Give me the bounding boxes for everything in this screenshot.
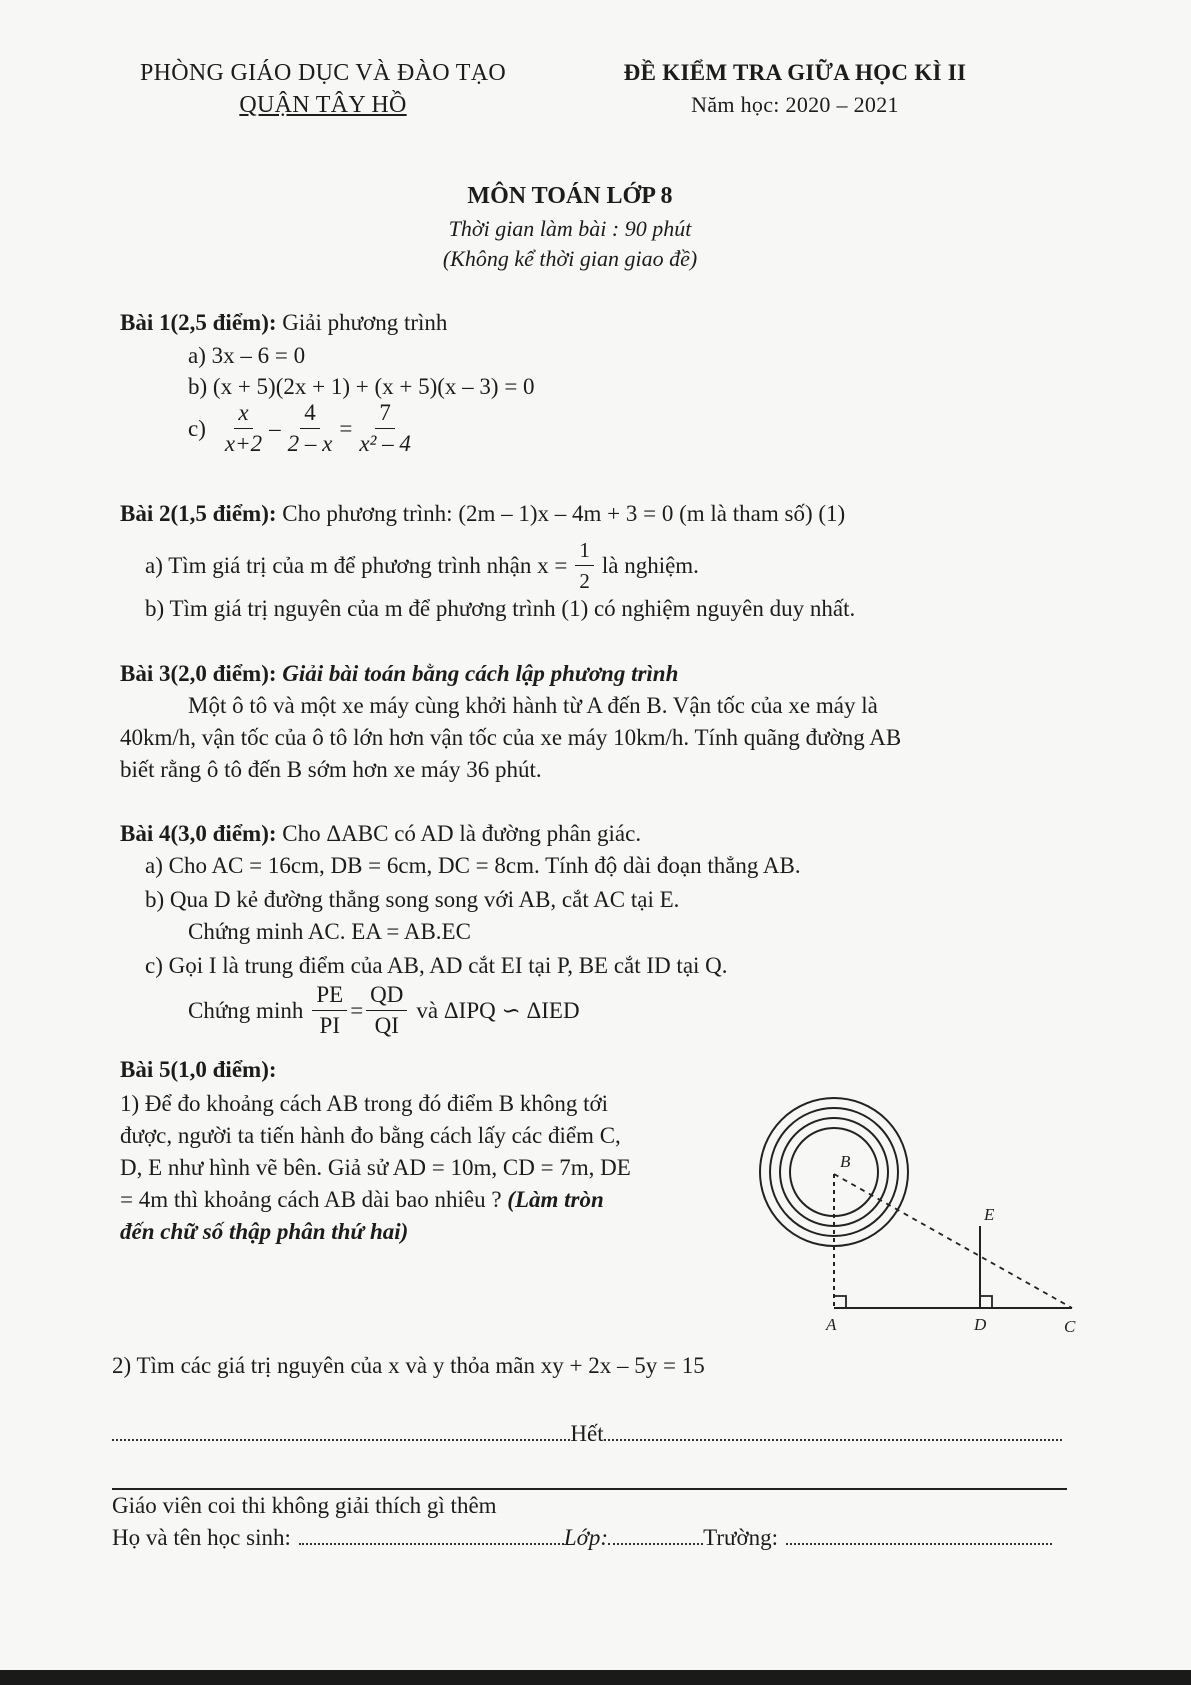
label-c: C xyxy=(1064,1317,1076,1336)
fraction-denominator: PI xyxy=(319,1013,340,1038)
end-line xyxy=(112,1418,1062,1450)
bai5-label: Bài 5(1,0 điểm): xyxy=(120,1057,277,1082)
bai1-c-fraction-2 xyxy=(284,400,337,457)
bai4-b-line-2: Chứng minh AC. EA = AB.EC xyxy=(188,919,471,944)
bai5-p1-line-4 xyxy=(120,1184,604,1216)
fraction-numerator: 4 xyxy=(300,400,320,429)
minus-sign: – xyxy=(269,415,281,441)
fraction-numerator: 7 xyxy=(375,400,395,429)
bai4-label: Bài 4(3,0 điểm): xyxy=(120,821,277,846)
bai5-p1-question: = 4m thì khoảng cách AB dài bao nhiêu ? xyxy=(120,1187,508,1212)
district-name: QUẬN TÂY HỒ xyxy=(239,92,407,118)
bai4-prompt: Cho ΔABC có AD là đường phân giác. xyxy=(282,821,642,846)
bai2-a-text: a) Tìm giá trị của m để phương trình nhận x = xyxy=(145,552,568,578)
bai5-p1-line-5: đến chữ số thập phân thứ hai) xyxy=(120,1219,409,1244)
school-label: Trường: xyxy=(703,1525,779,1550)
innermost-circle xyxy=(790,1128,878,1216)
equals-sign: = xyxy=(350,997,364,1023)
bai4-c-fraction-2 xyxy=(366,982,407,1039)
fraction-numerator: x xyxy=(234,400,252,429)
bai1-c-fraction-1 xyxy=(221,400,266,457)
bai2-label: Bài 2(1,5 điểm): xyxy=(120,501,277,526)
bai2-prompt: Cho phương trình: (2m – 1)x – 4m + 3 = 0 (m là tham số) (1) xyxy=(282,501,846,526)
student-info-line xyxy=(112,1522,1052,1554)
class-label: Lớp: xyxy=(563,1525,609,1550)
bai4-c-prove-text: Chứng minh xyxy=(188,997,304,1023)
fraction-denominator: QI xyxy=(374,1013,399,1038)
bai5-p2: 2) Tìm các giá trị nguyên của x và y thỏa mãn xy + 2x – 5y = 15 xyxy=(112,1353,705,1378)
bai4-c-similar-text: và ΔIPQ ∽ ΔIED xyxy=(416,997,580,1023)
subject-title: MÔN TOÁN LỚP 8 xyxy=(467,183,673,209)
fraction-denominator: 2 xyxy=(579,569,590,593)
bai3-heading xyxy=(120,658,678,690)
department-name: PHÒNG GIÁO DỤC VÀ ĐÀO TẠO xyxy=(140,60,506,86)
bai1-a: a) 3x – 6 = 0 xyxy=(188,343,306,368)
geometry-figure xyxy=(740,1090,1080,1350)
duration-note: (Không kể thời gian giao đề) xyxy=(442,246,698,271)
fraction-denominator: 2 – x xyxy=(287,431,333,456)
bai3-line-3: biết rằng ô tô đến B sớm hơn xe máy 36 phút. xyxy=(120,757,542,782)
bai4-a: a) Cho AC = 16cm, DB = 6cm, DC = 8cm. Tính độ dài đoạn thẳng AB. xyxy=(145,853,801,878)
dotted-line xyxy=(112,1419,570,1441)
fraction-numerator: PE xyxy=(312,982,347,1011)
school-year: Năm học: 2020 – 2021 xyxy=(691,92,899,117)
bai4-b-line-1: b) Qua D kẻ đường thẳng song song với AB, cắt AC tại E. xyxy=(145,887,680,912)
fraction-numerator: 1 xyxy=(575,537,594,566)
bai1-c-fraction-3 xyxy=(355,400,415,457)
bai2-a-end: là nghiệm. xyxy=(601,552,699,578)
dotted-line xyxy=(604,1419,1062,1441)
fraction-numerator: QD xyxy=(366,982,407,1011)
exam-title: ĐỀ KIỂM TRA GIỮA HỌC KÌ II xyxy=(623,60,967,85)
bai1-heading xyxy=(120,307,447,339)
bai4-c-line-1: c) Gọi I là trung điểm của AB, AD cắt EI tại P, BE cắt ID tại Q. xyxy=(145,953,728,978)
fraction-denominator: x+2 xyxy=(224,431,263,456)
bai1-c xyxy=(188,400,418,457)
bai3-prompt: Giải bài toán bằng cách lập phương trình xyxy=(282,661,679,686)
scan-edge-bar xyxy=(0,1670,1191,1685)
label-e: E xyxy=(984,1205,995,1224)
equals-sign: = xyxy=(339,415,353,441)
bai4-heading xyxy=(120,818,641,850)
bai5-p1-line-1: 1) Để đo khoảng cách AB trong đó điểm B không tới xyxy=(120,1091,609,1116)
bai3-line-1: Một ô tô và một xe máy cùng khởi hành từ A đến B. Vận tốc của xe máy là xyxy=(188,693,878,718)
bai2-b: b) Tìm giá trị nguyên của m để phương trình (1) có nghiệm nguyên duy nhất. xyxy=(145,596,856,621)
proctor-note: Giáo viên coi thi không giải thích gì thêm xyxy=(112,1493,497,1518)
bai3-line-2: 40km/h, vận tốc của ô tô lớn hơn vận tốc của xe máy 10km/h. Tính quãng đường AB xyxy=(120,725,902,750)
student-name-label: Họ và tên học sinh: xyxy=(112,1525,291,1550)
label-d: D xyxy=(974,1315,987,1334)
bai1-b: b) (x + 5)(2x + 1) + (x + 5)(x – 3) = 0 xyxy=(188,374,535,399)
exam-duration: Thời gian làm bài : 90 phút xyxy=(448,216,692,241)
right-angle-d xyxy=(980,1296,992,1308)
bai5-p1-rounding: (Làm tròn xyxy=(507,1187,604,1212)
bai2-a-fraction xyxy=(575,537,594,594)
bai1-c-label: c) xyxy=(188,415,206,441)
bai5-p1-line-3: D, E như hình vẽ bên. Giả sử AD = 10m, CD = 7m, DE xyxy=(120,1155,631,1180)
bai1-prompt: Giải phương trình xyxy=(282,310,448,335)
student-name-blank xyxy=(299,1523,564,1545)
end-marker: Hết xyxy=(570,1421,604,1446)
fraction-denominator: x² – 4 xyxy=(359,431,411,456)
label-a: A xyxy=(826,1315,837,1334)
bai1-label: Bài 1(2,5 điểm): xyxy=(120,310,277,335)
right-angle-a xyxy=(834,1296,846,1308)
bai4-c-fraction-1 xyxy=(312,982,347,1039)
bai2-heading xyxy=(120,498,845,530)
class-blank xyxy=(608,1523,703,1545)
bai5-p1-line-2: được, người ta tiến hành đo bằng cách lấy các điểm C, xyxy=(120,1123,621,1148)
label-b: B xyxy=(840,1152,851,1171)
school-blank xyxy=(786,1523,1052,1545)
bai2-a xyxy=(145,537,699,594)
line-bc xyxy=(834,1174,1072,1308)
bai4-c-line-2 xyxy=(188,982,580,1039)
bai3-label: Bài 3(2,0 điểm): xyxy=(120,661,277,686)
